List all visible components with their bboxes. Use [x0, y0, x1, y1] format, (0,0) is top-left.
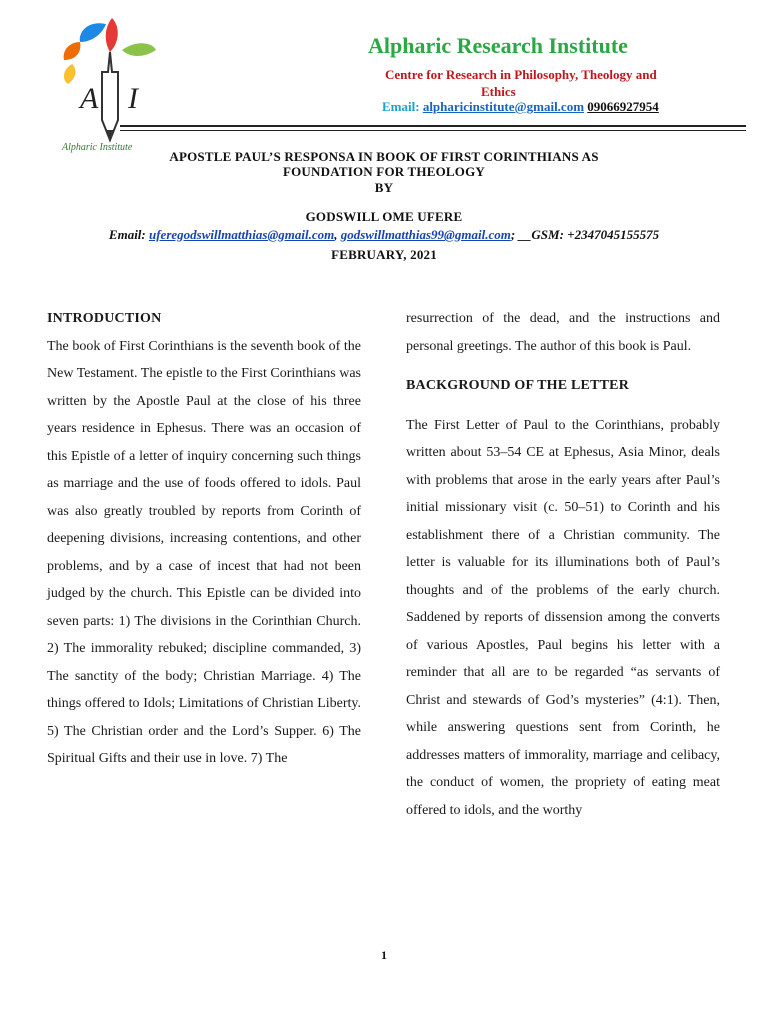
tagline-line-1: Centre for Research in Philosophy, Theology and — [385, 67, 657, 82]
introduction-continued-paragraph: resurrection of the dead, and the instructions and personal greetings. The author of this book is Paul. — [406, 311, 720, 354]
orange-leaf-icon — [64, 42, 81, 60]
introduction-paragraph: The book of First Corinthians is the seventh book of the New Testament. The epistle to the First Corinthians was written by the Apostle Paul at the close of his three years residence in Ephesus. There was an occasion of this Epistle of a letter of inquiry concerning such things as marriage and the use of foods offered to idols. Paul was also greatly troubled by reports from Corinth of deepening divisions, increasing contentions, and other problems, and by a case of incest that had not been judged by the church. This Epistle can be divided into seven parts: 1) The divisions in the Corinthian Church. 2) The immorality rebuked; discipline commanded, 3) The sanctity of the body; Christian Marriage. 4) The things offered to Idols; Limitations of Christian Liberty. 5) The Christian order and the Lord’s Supper. 6) The Spiritual Gifts and their use in love. 7) The — [47, 338, 361, 766]
logo-graphic — [58, 12, 168, 160]
byline-label: BY — [374, 180, 394, 195]
blue-leaf-icon — [80, 23, 106, 42]
author-email-link-1[interactable]: uferegodswillmatthias@gmail.com — [149, 227, 335, 242]
email-label: Email: — [382, 99, 423, 114]
email-separator: , — [334, 227, 341, 242]
tagline-line-2: Ethics — [481, 84, 516, 99]
author-gsm: ; __GSM: +2347045155575 — [510, 227, 660, 242]
logo-caption: Alpharic Institute — [62, 142, 133, 153]
page-number: 1 — [381, 948, 387, 962]
organization-email-link[interactable]: alpharicinstitute@gmail.com — [422, 99, 585, 114]
header-divider-thin — [120, 130, 746, 131]
author-email-label: Email: — [108, 227, 149, 242]
author-email-link-2[interactable]: godswillmatthias99@gmail.com — [340, 227, 511, 242]
logo-letter-i: I — [128, 82, 138, 115]
background-heading: BACKGROUND OF THE LETTER — [406, 378, 630, 393]
organization-contact — [382, 99, 659, 115]
organization-name: Alpharic Research Institute — [368, 33, 628, 58]
author-name: GODSWILL OME UFERE — [305, 209, 463, 224]
institute-logo — [58, 12, 168, 160]
introduction-heading: INTRODUCTION — [47, 311, 162, 326]
logo-letter-a: A — [80, 82, 99, 115]
organization-phone: 09066927954 — [587, 99, 659, 114]
paper-title-line-2: FOUNDATION FOR THEOLOGY — [282, 164, 486, 179]
paper-title-line-1: APOSTLE PAUL’S RESPONSA IN BOOK OF FIRST CORINTHIANS AS — [169, 149, 599, 164]
right-column — [406, 305, 720, 824]
yellow-leaf-icon — [64, 64, 76, 84]
organization-tagline — [385, 66, 720, 100]
background-paragraph: The First Letter of Paul to the Corinthians, probably written about 53–54 CE at Ephesus, Asia Minor, deals with problems that arose in the early years after Paul’s initial missionary visit (c. 50–51) to Corinth and his establishment there of a Christian community. The letter is valuable for its illuminations both of Paul’s thoughts and of the problems of the early church. Saddened by reports of dissension among the converts of various Apostles, Paul begins his letter with a reminder that all are to be regarded “as servants of Christ and stewards of God’s mysteries” (4:1). Then, while answering questions sent from Corinth, he addresses matters of immorality, marriage and celibacy, the conduct of women, the propriety of eating meat offered to idols, and the worthy — [406, 417, 720, 818]
left-column — [47, 305, 361, 773]
paper-date: FEBRUARY, 2021 — [331, 247, 437, 262]
green-leaf-icon — [122, 43, 156, 56]
header-divider — [120, 125, 746, 127]
pen-icon — [102, 52, 118, 140]
author-contact — [0, 227, 768, 243]
red-leaf-icon — [106, 18, 118, 52]
